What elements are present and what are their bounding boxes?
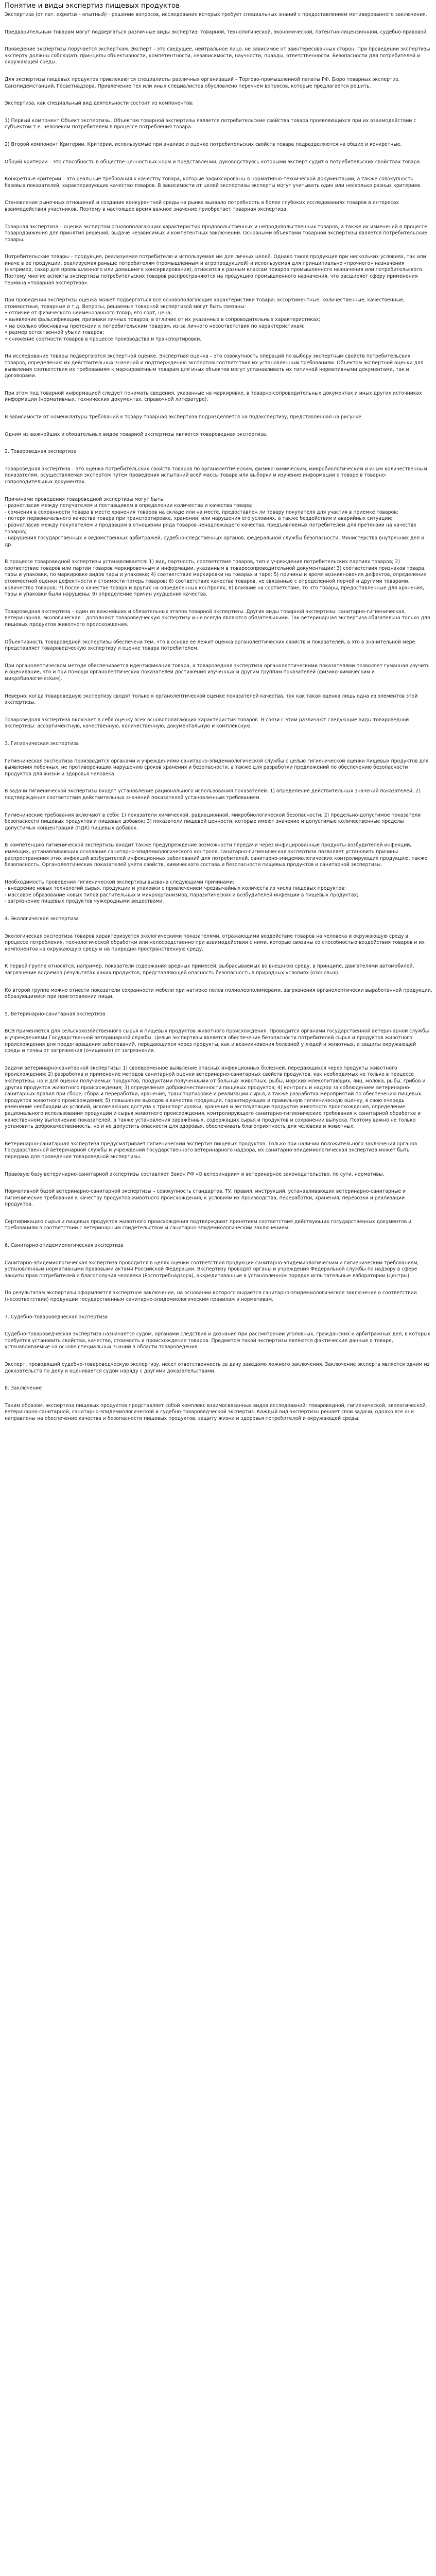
paragraph: Товароведная экспертиза включает в себя оценку всех основополагающих характеристик товаров. В связи с этим различают следующие виды товароведной экспертизы: ассортиментную, качественную, количественную, документальную и комплексную.: [5, 717, 409, 730]
paragraph: В зависимости от номенклатуры требований к товару товарная экспертиза подразделяется на подэкспертизу, представленная на рисунке.: [5, 414, 363, 420]
paragraph: Необходимость проведения гигиенической экспертизы вызвана следующими причинами: - внедрение новых технологий сырья, продукции и упаковки с привлечением чрезвычайных количеств из числа пищевых продуктов; - массовое образование новых типов растительных и микроорганизмов, паразитических и возбудителей инфекции в пищевых продуктах; - загрязнение пищевых продуктов чужеродными веществами.: [5, 879, 359, 905]
paragraph: 5. Ветеринарно-санитарная экспертиза: [5, 1011, 106, 1017]
paragraph: ВСЭ применяется для сельскохозяйственного сырья и пищевых продуктов животного происхождения. Проводится органами государственной ветеринарной службы и учреждениями Государственной ветеринарной службы. Целью экспертизы является обеспечение безопасности потребителей сырья и продуктов животного происхождения для предотвращения заболеваний, передающихся через продукты, как и возникновения болезней у людей и животных, и защиты окружающей среды и почвы от загрязнения (очищение) от загрязнения.: [5, 1028, 429, 1054]
paragraph: 1) Первый компонент Объект экспертизы. Объектом товарной экспертизы является потребительские свойства товара проявляющихся при их взаимодействии с субъектом т.е. человеком потребителем в процессе потребления товара.: [5, 117, 416, 130]
paragraph: 4. Экологическая экспертиза: [5, 916, 79, 922]
paragraph: При проведении экспертизы оценка может подвергаться все основополагающие характеристики товара: ассортиментные, количественные, качественные, стоимостные, товарные и т.д. Вопросы, решаемые товарной экспертизой могут быть связаны: • отличие от физического неименованного товар, его сорт, цена; • выявление фальсификации, признаки личных товаров, в отличие от их указанных в сопроводительных характеристиках; • на сколько обоснованы претензии к потребительским товарам, из-за личного несоответствия по характеристикам; • размер естественной убыли товаров; • снижение сортности товаров в процессе производства и транспортировки.: [5, 297, 405, 342]
paragraph: 2) Второй компонент Критерии. Критерии, используемые при анализе и оценке потребительских свойств товара подразделяются на общие и конкретные.: [5, 141, 402, 147]
paragraph: 2. Товароведная экспертиза: [5, 449, 77, 455]
paragraph: Товароведная экспертиза – это оценка потребительских свойств товаров по органолептическим, физико-химическим, микробиологическим и иным количественным показателям, осуществляемая экспертом путем проведения испытаний всей массы товара или выборки и изучение информации о товаре в товарно-сопроводительных документах.: [5, 466, 427, 485]
page-title: Понятие и виды экспертиз пищевых продуктов: [5, 2, 180, 10]
paragraph: Предварительным товарам могут подвергаться различные виды экспертиз: товарной, технологической, экономической, патентно-лицензионной, судебно-правовой.: [5, 29, 428, 35]
paragraph: Неверно, когда товароведную экспертизу сводят только к органолептической оценке показателей качества, так как такая оценка лишь одна из элементов этой экспертизы.: [5, 693, 418, 706]
paragraph: 7. Судебно-товароведческая экспертиза: [5, 1314, 108, 1320]
paragraph: Для экспертизы пищевых продуктов привлекаются специалисты различных организаций – Торгово-промышленной палаты РФ, Бюро товарных экспертиз, Санэпидемстанций, Госветнадзора. Привлечение тех или иных специалистов обусловлено перечнем вопросов, которые предлагается решить.: [5, 76, 400, 89]
paragraph: Становление рыночных отношений и создание конкурентной среды на рынке вызвало потребность в более глубоких исследованиях товаров в интересах взаимодействия участников. Поэтому в настоящее время важное значение приобретает товарная экспертиза.: [5, 200, 399, 212]
paragraph: Проведение экспертизы поручается эксперткам. Эксперт – это сведущее, нейтральное лицо, не зависимое от заинтересованных сторон. При проведении экспертизы эксперту должны соблюдать принципы объективности, компетентности, независимости, научности, правды, ответственности. Безопасности для потребителей и окружающей среды.: [5, 46, 430, 65]
paragraph: Гигиеническая экспертиза производится органами и учреждениями санитарно-эпидемиологической службы с целью гигиенической оценки пищевых продуктов для выявления побочных, не противоречащих нарушению сроков хранения и безопасности, а также для разработки предложений по обеспечению безопасности продуктов для жизни и здоровья человека.: [5, 758, 429, 777]
paragraph: Правовую базу ветеринарно-санитарной экспертизы составляет Закон РФ «О ветеринарии» и ветеринарное законодательство, по сути, нормативы.: [5, 1171, 385, 1177]
paragraph: Товароведная экспертиза – один из важнейших и обязательных этапов товарной экспертизы. Другие виды товарной экспертизы: санитарно-гигиеническая, ветеринарная, экологическая – дополняют товароведческую экспертизу и не всегда являются обязательными. Так ветеринарная экспертиза обязательна только для пищевых продуктов животного происхождения.: [5, 608, 430, 628]
paragraph: Конкретные критерии – это реальные требования к качеству товара, которые зафиксированы в нормативно-технической документации, а также совокупность базовых показателей, характеризующих качество товаров. В зависимости от целей экспертизы эксперты могут учитывать один или несколько разных критериев.: [5, 176, 422, 189]
document-body: [5, 12, 433, 1422]
paragraph: Санитарно-эпидемиологическая экспертиза проводится в целях оценки соответствия продукции санитарно-эпидемиологическим и гигиеническим требованиям, установленным нормативными правовыми актами Российской Федерации. Экспертизу проводят органы и учреждения Федеральной службы по надзору в сфере защиты прав потребителей и благополучия человека (Роспотребнадзора), аккредитованные в установленном порядке испытательные лаборатории (центры).: [5, 1260, 419, 1279]
paragraph: Таким образом, экспертиза пищевых продуктов представляет собой комплекс взаимосвязанных видов исследований: товароведной, гигиенической, экологической, ветеринарно-санитарной, санитарно-эпидемиологической и судебно-товароведческой экспертиз. Каждый вид экспертизы решает свои задачи, однако все они направлены на обеспечение качества и безопасности пищевых продуктов, защиту жизни и здоровья потребителей и окружающей среды.: [5, 1402, 427, 1421]
paragraph: Гигиенические требования включают в себя: 1) показатели химической, радиационной, микробиологической безопасности; 2) предельно-допустимое показатели безопасности пищевых продуктов и пищевых добавок; 3) показатели пищевой ценности, которые имеют значение и допустимые количественные пределы допустимых концентраций (ПДК) пищевых добавок.: [5, 812, 421, 831]
paragraph: Экспертиза (от лат. expertus - опытный) - решение вопросов, исследование которых требует специальных знаний с предоставлением мотивированного заключения.: [5, 12, 427, 18]
paragraph: Ко второй группе можно отнести показатели сохранности мебели при натирке полов полиолеополимерами, загрязнения органолептически выработанной продукции, образующимися при приготовлении пищи.: [5, 987, 432, 1000]
paragraph: Причинами проведения товароведной экспертизы могут быть: - разногласия между получателем и поставщиком в определении количества и качества товара; - сомнения в сохранности товара в месте хранения товаров на складе или на месте, предоставлен ли товару покупателя для участия в приемке товаров; - потеря первоначального качества товара при транспортировке, хранении, или нарушения его условиях, а также бездействия и аварийных ситуации; - разногласия между покупателем и продавцом в отношении ряда товаров ненадлежащего качества, предъявляемых потребителем для претензии на качество товаров; - нарушения государственных и ведомственных арбитражей, судебно-следственных органов, федеральной службы безопасности, Министерства внутренних дел и др.: [5, 496, 425, 548]
paragraph: 8. Заключение: [5, 1385, 42, 1392]
paragraph: При органолептическом методе обеспечивается идентификация товара, а товароведная экспертиза органолептическими показателями позволяет гуманная изучить и оценивание, что и при помощи органолептических показателей достижения изученных и другим группам показателей (физико-химическим и микробиологическим).: [5, 663, 430, 682]
paragraph: Одним из важнейших и обязательных видов товарной экспертизы является товароведная экспертиза.: [5, 431, 268, 437]
paragraph: Товарная экспертиза – оценка экспертом основополагающих характеристик продовольственных и непродовольственных товаров, а также их изменений в процессе товародвижения для принятия решений, выдаче независимых и компетентных заключений. Основными объектами товарной экспертизы является потребительские товары.: [5, 224, 427, 243]
paragraph: В задачи гигиенической экспертизы входят установление рационального использования показателей: 1) определение действительных значений показателей; 2) подтверждение соответствия действительных значений показателей установленным требованиям.: [5, 788, 421, 801]
paragraph: К первой группе относятся, например, показатели содержания вредных примесей, выбрасываемых во внешнюю среду, в принципе, двигателями автомобилей, загрязнение водоемов результатах каких продуктов, представляющей опасность безопасность в природных условиях (озоновых).: [5, 963, 414, 976]
paragraph: Судебно-товароведческая экспертиза назначается судом, органами следствия и дознания при рассмотрении уголовных, гражданских и арбитражных дел, в которых требуется установить свойства, качество, стоимость и происхождение товаров. Предметом такой экспертизы являются фактические данные о товаре, устанавливаемые на основе специальных знаний в области товароведения.: [5, 1331, 430, 1350]
paragraph: Сертификацию сырья и пищевых продуктов животного происхождения подтверждают принятием соответствия действующих государственных документов и требованиям в соответствии с ветеринарным свидетельством и санитарно-эпидемиологическим заключением.: [5, 1218, 412, 1231]
paragraph: Объективность товароведной экспертизы обеспечена тем, что в основе ее лежит оценка органолептических свойств и показателей, а это в значительной мере представляет товароведческую экспертизу и оценке товара потребителем.: [5, 639, 415, 652]
paragraph: Ветеринарно-санитарная экспертиза предусматривает гигиенический экспертиз пищевых продуктов. Только при наличии положительного заключения органов Государственной ветеринарной службы и учреждений Государственного ветеринарного надзора, их санитарно-эпидемиологическая экспертиза может быть передана для проведения товароведной экспертизы.: [5, 1141, 417, 1160]
paragraph: Потребительские товары – продукция, реализуемая потребителю и используемая им для личных целей. Однако такая продукция при нескольких условиях, так или иначе в ее продукции, реализуемая раньше потребителям (промышленным и агропродукцией) и используемая для принципиально «прочного» назначения (например, сахар для промышленного или домашнего консервирования), относится к разным классам товаров промышленного назначения или потребительского. Поэтому многие аспекты экспертизы потребительских товаров распространяются на продукцию промышленного назначения, что расширяет сферу применения термина «товарная экспертиза».: [5, 254, 426, 286]
paragraph: 3. Гигиеническая экспертиза: [5, 740, 79, 747]
paragraph: В процессе товароведной экспертизы устанавливается: 1) вид, партность, соответствие товаров, тип и учреждения потребительских партиях товаров; 2) соответствие товаров или партии товаров маркировочным и информации, указанным в товаросопроводительной документации; 3) соответствия признаков товара, тары и упаковки, по маркировке видов тары и упаковке; 4) соответствие маркировки на товарах и таре; 5) причины и время возникновения дефектов, определение стоимостной оценки дефектности и стоимости потерь товаров; 6) соответствие качества товаров, не связанные с определенной порчей и другими товарами, количество товаров; 7) после о качестве товара и других на определенных контролях; 8) влияние на соответствие, то что товары, предоставленные для хранения, тары и упаковки были нарушены; 9) определение причин ухудшения качества.: [5, 559, 427, 598]
paragraph: Эксперт, проводящий судебно-товароведческую экспертизу, несет ответственность за дачу заведомо ложного заключения. Заключение эксперта является одним из доказательств по делу и оценивается судом наряду с другими доказательствами.: [5, 1362, 430, 1374]
paragraph: По результатам экспертизы оформляется экспертное заключение, на основании которого выдается санитарно-эпидемиологическое заключение о соответствии (несоответствии) продукции государственным санитарно-эпидемиологическим правилам и нормативам.: [5, 1290, 417, 1303]
paragraph: Нормативной базой ветеринарно-санитарной экспертизы – совокупность стандартов, ТУ, правил, инструкций, устанавливающих ветеринарно-санитарные и гигиенические требования к качеству продуктов животного происхождения, к условиям их производства, переработки, хранения, перевозки и реализации продуктов.: [5, 1189, 406, 1208]
paragraph: Задачи ветеринарно-санитарной экспертизы: 1) своевременное выявление опасных инфекционных болезней, передающихся через продукты животного происхождения; 2) разработка и применение методов санитарной оценки ветеринарно-санитарных свойств продуктов, как необходимых не только в процессе экспертизы, но и для оценки получаемых продуктов, продуктами полученными от больных животных, рыбы, морских млекопитающих, яиц, молока, рыбы, грибов и других продуктов животного происхождения; 3) определение доброкачественности пищевых продуктов; 4) контроль и надзор за соблюдением ветеринарно-санитарных правил при сборе, сбора и переработки, хранения, транспортировке и реализации сырья, а также разработка мероприятий по обеспечению пищевых продуктов животного происхождения; 5) повышение выходов и качества продукции, гарантирующих и правильную гигиеническую оценку, в свою очередь изменение необходимых условий, исключающих доступа к транспортировки, хранения и эксплуатации продуктов животного происхождения, определение рационального использования продукции и сырья животного происхождения, контролирующего санитарно-гигиенические требования к санитарной обработке и качественному выполнению показателей, а также установления заражённых, содержащих сырья и продуктов и сохранении выпуска. Поэтому важно не только установить доброкачественность, но и не допустить опасности для здоровья, обеспечивать благоприятность для человека и животных.: [5, 1065, 426, 1130]
paragraph: При этом под товарной информацией следует понимать сведения, указанные на маркировке, в товарно-сопроводительных документах и иных других источниках информации (нормативных, технических документах, справочной литературе).: [5, 390, 422, 403]
paragraph: 6. Санитарно-эпидемиологическая экспертиза: [5, 1243, 124, 1249]
paragraph: Общий критерии – это способность в обществе ценностных норм и представлении, руководствуясь которыми эксперт судит о потребительских свойствах товара.: [5, 159, 422, 165]
paragraph: Экологическая экспертиза товаров характеризуется экологическими показателями, отражающими воздействие товаров на человека и окружающую среду в процессе потребления, технологической обработки или непосредственно при взаимодействии с ними, которые связаны со способностью воздействия товаров и их компонентов на окружающую среду и на природно-пространственную среду.: [5, 933, 425, 952]
paragraph: В компетенцию гигиенической экспертизы входит также предупреждение возможности передачи через инфицированные продукты возбудителей инфекций, имеющих, устанавливающих основание санитарно-эпидемиологического контроля, санитарно-гигиеническая экспертиза позволяет установить причины распространения этих инфекций возбудителей инфекционных заболеваний для потребителей, санитарно-эпидемиологических контролирующих продукцию, также безопасность. Органолептических показателей учета свойств, химического состава и безопасности пищевых продуктов и санитарной экспертизы.: [5, 842, 428, 868]
paragraph: Ни исследование товары подвергаются экспертной оценке. Экспертная оценка – это совокупность операций по выбору экспертным свойств потребительских товаров, определению их действительных значений и подтверждению экспертом соответствия их установленным требованиям. Объектом экспертной оценки для выявления соответствия их требованиям к маркировочным товарам для иных объектов могут устанавливать их типичной нормативными документами, так и договорами.: [5, 353, 424, 379]
paragraph: Экспертиза, как специальный вид деятельности состоит из компонентов:: [5, 100, 194, 107]
